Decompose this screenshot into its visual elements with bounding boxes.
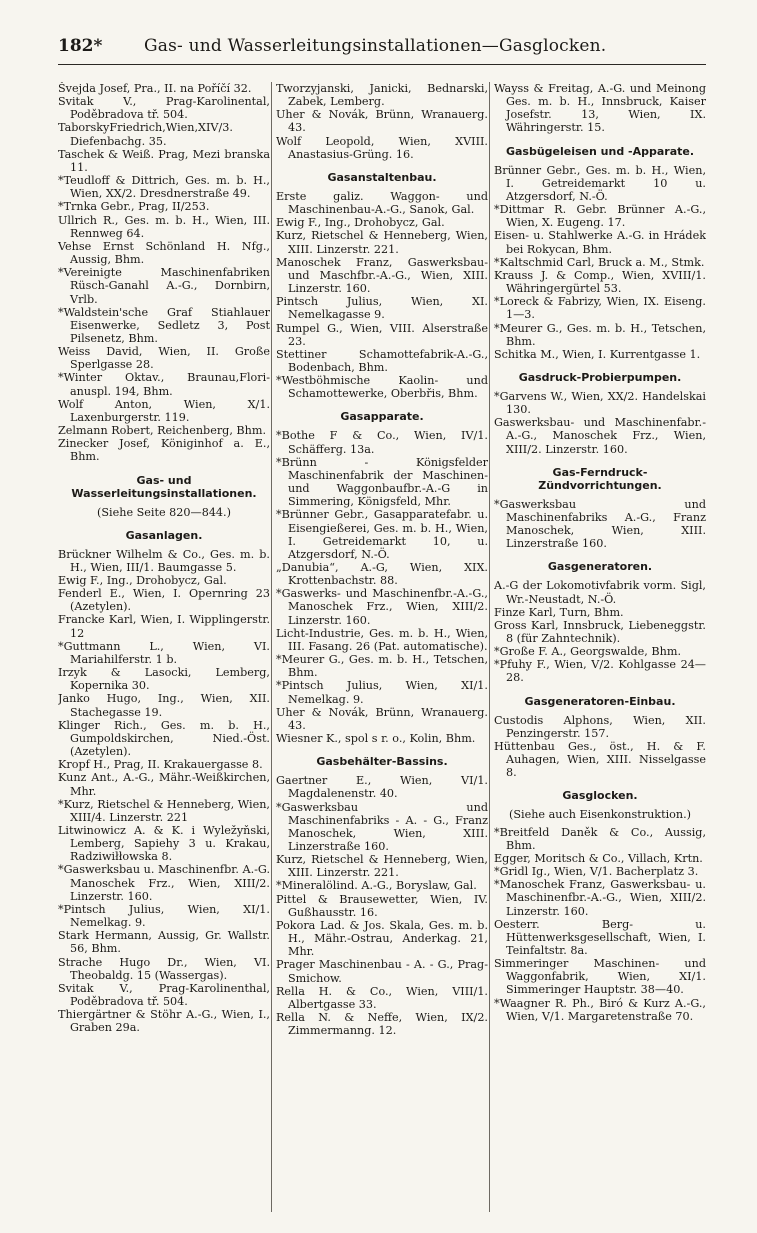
directory-entry: Wayss & Freitag, A.-G. und Meinong Ges. m. b. H., Innsbruck, Kaiser Josefstr. 13, Wien, IX. Währingerstr. 15.	[494, 82, 706, 135]
section-heading: Gasdruck-Probierpumpen.	[518, 370, 682, 384]
directory-entry: *Kurz, Rietschel & Henneberg, Wien, XIII/4. Linzerstr. 221	[58, 797, 270, 824]
directory-entry: Wiesner K., spol s r. o., Kolin, Bhm.	[276, 732, 476, 746]
directory-entry: Ullrich R., Ges. m. b. H., Wien, III. Rennweg 64.	[58, 213, 270, 240]
directory-entry: Brückner Wilhelm & Co., Ges. m. b. H., Wien, III/1. Baumgasse 5.	[58, 547, 270, 574]
directory-entry: Gaswerksbau- und Maschinenfabr.-A.-G., Manoschek Frz., Wien, XIII/2. Linzerstr. 160.	[494, 416, 706, 456]
directory-entry: Pintsch Julius, Wien, XI. Nemelkagasse 9.	[276, 295, 488, 322]
column-2	[276, 82, 488, 1212]
directory-entry: *Garvens W., Wien, XX/2. Handelskai 130.	[494, 389, 706, 417]
directory-entry: Janko Hugo, Ing., Wien, XII. Stachegasse 19.	[58, 692, 270, 719]
directory-entry: *Brünner Gebr., Gasapparatefabr. u. Eisengießerei, Ges. m. b. H., Wien, I. Getreidemarkt 10, u. Atzgersdorf, N.-Ö.	[276, 508, 488, 561]
directory-entry: Finze Karl, Turn, Bhm.	[494, 605, 624, 619]
section-heading: Gasanstaltenbau.	[327, 170, 437, 184]
directory-entry: Tworzyjanski, Janicki, Bednarski, Zabek, Lemberg.	[276, 82, 488, 109]
section-heading: Gasgeneratoren.	[547, 560, 653, 574]
directory-entry: Licht-Industrie, Ges. m. b. H., Wien, III. Fasang. 26 (Pat. automatische).	[276, 626, 488, 653]
cross-reference-note: (Siehe auch Eisenkonstruktion.)	[508, 808, 692, 822]
directory-entry: Egger, Moritsch & Co., Villach, Krtn.	[494, 851, 703, 865]
directory-entry: Stettiner Schamottefabrik-A.-G., Bodenbach, Bhm.	[276, 347, 488, 374]
directory-entry: Ewig F., Ing., Drohobycz, Gal.	[276, 216, 445, 230]
directory-entry: Svitak V., Prag-Karolinental, Poděbradova tř. 504.	[58, 95, 270, 122]
section-heading: Gas- und Wasserleitungsinstallationen.	[71, 473, 257, 500]
directory-entry: Kurz, Rietschel & Henneberg, Wien, XIII. Linzerstr. 221.	[276, 853, 488, 880]
directory-entry: *Winter Oktav., Braunau,Flori-anuspl. 194, Bhm.	[58, 371, 270, 398]
directory-entry: Prager Maschinenbau - A. - G., Prag-Smichow.	[276, 958, 488, 985]
directory-entry: Švejda Josef, Pra., II. na Poříčí 32.	[58, 82, 252, 95]
directory-entry: *Vereinigte Maschinenfabriken Rüsch-Ganahl A.-G., Dornbirn, Vrlb.	[58, 266, 270, 306]
directory-entry: Weiss David, Wien, II. Große Sperlgasse 28.	[58, 345, 270, 372]
directory-entry: Rumpel G., Wien, VIII. Alserstraße 23.	[276, 321, 488, 348]
section-heading: Gasanlagen.	[125, 528, 203, 542]
directory-entry: Strache Hugo Dr., Wien, VI. Theobaldg. 15 (Wassergas).	[58, 955, 270, 982]
directory-entry: Ewig F., Ing., Drohobycz, Gal.	[58, 574, 227, 587]
directory-entry: „Danubia“, A.-G, Wien, XIX. Krottenbachstr. 88.	[276, 561, 488, 588]
directory-entry: Taschek & Weiß. Prag, Mezi branska 11.	[58, 147, 270, 174]
section-heading: Gasbügeleisen und -Apparate.	[505, 144, 695, 158]
directory-entry: *Breitfeld Daněk & Co., Aussig, Bhm.	[494, 825, 706, 852]
page-header	[58, 34, 706, 65]
directory-entry: *Große F. A., Georgswalde, Bhm.	[494, 645, 681, 659]
directory-entry: Wolf Leopold, Wien, XVIII. Anastasius-Grüng. 16.	[276, 134, 488, 161]
directory-entry: Gaertner E., Wien, VI/1. Magdalenenstr. 40.	[276, 774, 488, 801]
directory-entry: Erste galiz. Waggon- und Maschinenbau-A.-G., Sanok, Gal.	[276, 189, 488, 217]
directory-entry: Fenderl E., Wien, I. Opernring 23 (Azetylen).	[58, 587, 270, 614]
directory-entry: A.-G der Lokomotivfabrik vorm. Sigl, Wr.-Neustadt, N.-Ö.	[494, 579, 706, 606]
directory-entry: Pokora Lad. & Jos. Skala, Ges. m. b. H., Mähr.-Ostrau, Anderkag. 21, Mhr.	[276, 918, 488, 959]
directory-entry: *Gridl Ig., Wien, V/1. Bacherplatz 3.	[494, 865, 699, 879]
directory-entry: Wolf Anton, Wien, X/1. Laxenburgerstr. 119.	[58, 397, 270, 424]
directory-entry: Irzyk & Lasocki, Lemberg, Kopernika 30.	[58, 666, 270, 693]
directory-entry: Rella N. & Neffe, Wien, IX/2. Zimmermanng. 12.	[276, 1011, 488, 1038]
directory-entry: Rella H. & Co., Wien, VIII/1. Albertgasse 33.	[276, 984, 488, 1011]
directory-entry: Manoschek Franz, Gaswerksbau- und Maschfbr.-A.-G., Wien, XIII. Linzerstr. 160.	[276, 255, 488, 296]
directory-entry: Uher & Novák, Brünn, Wranauerg. 43.	[276, 705, 488, 732]
directory-entry: *Gaswerks- und Maschinenfbr.-A.-G., Manoschek Frz., Wien, XIII/2. Linzerstr. 160.	[276, 587, 488, 627]
directory-entry: *Loreck & Fabrizy, Wien, IX. Eiseng. 1—3.	[494, 295, 706, 322]
directory-entry: Stark Hermann, Aussig, Gr. Wallstr. 56, Bhm.	[58, 929, 270, 956]
cross-reference-note: (Siehe Seite 820—844.)	[97, 505, 231, 519]
directory-entry: Zelmann Robert, Reichenberg, Bhm.	[58, 424, 267, 438]
section-heading: Gasgeneratoren-Einbau.	[524, 694, 676, 708]
directory-entry: *Brünn - Königsfelder Maschinenfabrik der Maschinen- und Waggonbaufbr.-A.-G in Simmering, Königsfeld, Mhr.	[276, 455, 488, 509]
directory-entry: *Dittmar R. Gebr. Brünner A.-G., Wien, X. Eugeng. 17.	[494, 203, 706, 230]
directory-entry: Zinecker Josef, Königinhof a. E., Bhm.	[58, 437, 270, 464]
directory-entry: Krauss J. & Comp., Wien, XVIII/1. Währingergürtel 53.	[494, 268, 706, 296]
directory-entry: *Bothe F & Co., Wien, IV/1. Schäfferg. 13a.	[276, 429, 488, 456]
directory-entry: Pittel & Brausewetter, Wien, IV. Gußhausstr. 16.	[276, 892, 488, 919]
section-heading: Gas-Ferndruck-Zündvorrichtungen.	[538, 465, 662, 492]
directory-entry: Kurz, Rietschel & Henneberg, Wien, XIII. Linzerstr. 221.	[276, 229, 488, 256]
directory-entry: *Pintsch Julius, Wien, XI/1. Nemelkag. 9.	[58, 902, 270, 930]
running-head: Gas- und Wasserleitungsinstallationen—Gasglocken.	[144, 36, 607, 56]
directory-entry: Brünner Gebr., Ges. m. b. H., Wien, I. Getreidemarkt 10 u. Atzgersdorf, N.-Ö.	[494, 163, 706, 203]
directory-entry: Francke Karl, Wien, I. Wipplingerstr. 12	[58, 613, 270, 640]
directory-entry: Custodis Alphons, Wien, XII. Penzingerstr. 157.	[494, 713, 706, 740]
column-divider	[489, 82, 490, 1212]
column-3	[494, 82, 706, 1212]
directory-entry: *Manoschek Franz, Gaswerksbau- u. Maschinenfbr.-A.-G., Wien, XIII/2. Linzerstr. 160.	[494, 878, 706, 918]
section-heading: Gasapparate.	[340, 410, 424, 424]
directory-entry: *Meurer G., Ges. m. b. H., Tetschen, Bhm.	[494, 321, 706, 348]
directory-entry: *Mineralölind. A.-G., Boryslaw, Gal.	[276, 879, 477, 893]
directory-entry: Svitak V., Prag-Karolinenthal, Poděbradova tř. 504.	[58, 981, 270, 1008]
directory-entry: Klinger Rich., Ges. m. b. H., Gumpoldskirchen, Nied.-Öst. (Azetylen).	[58, 718, 270, 759]
directory-entry: Vehse Ernst Schönland H. Nfg., Aussig, Bhm.	[58, 239, 270, 267]
directory-entry: *Waldstein'sche Graf Stiahlauer Eisenwerke, Sedletz 3, Post Pilsenetz, Bhm.	[58, 305, 270, 345]
directory-entry: *Westböhmische Kaolin- und Schamottewerke, Oberbřis, Bhm.	[276, 374, 488, 401]
directory-entry: Uher & Novák, Brünn, Wranauerg. 43.	[276, 108, 488, 135]
directory-entry: Oesterr. Berg- u. Hüttenwerksgesellschaft, Wien, I. Teinfaltstr. 8a.	[494, 917, 706, 957]
directory-entry: Gross Karl, Innsbruck, Liebeneggstr. 8 (für Zahntechnik).	[494, 618, 706, 645]
directory-entry: *Teudloff & Dittrich, Ges. m. b. H., Wien, XX/2. Dresdnerstraße 49.	[58, 174, 270, 201]
directory-entry: *Gaswerksbau u. Maschinenfbr. A.-G. Manoschek Frz., Wien, XIII/2. Linzerstr. 160.	[58, 863, 270, 903]
directory-entry: Hüttenbau Ges., öst., H. & F. Auhagen, Wien, XIII. Nisselgasse 8.	[494, 739, 706, 780]
directory-entry: *Meurer G., Ges. m. b. H., Tetschen, Bhm.	[276, 653, 488, 680]
section-heading: Gasglocken.	[562, 789, 638, 803]
page-number: 182*	[58, 36, 103, 56]
column-divider	[271, 82, 272, 1212]
column-1	[58, 82, 270, 1212]
directory-entry: Kropf H., Prag, II. Krakauergasse 8.	[58, 758, 263, 772]
directory-entry: *Kaltschmid Carl, Bruck a. M., Stmk.	[494, 255, 705, 269]
directory-entry: Simmeringer Maschinen- und Waggonfabrik, Wien, XI/1. Simmeringer Hauptstr. 38—40.	[494, 957, 706, 997]
directory-entry: Eisen- u. Stahlwerke A.-G. in Hrádek bei Rokycan, Bhm.	[494, 229, 706, 256]
directory-entry: Litwinowicz A. & K. i Wyležyňski, Lemberg, Sapiehy 3 u. Krakau, Radziwiłłowska 8.	[58, 823, 270, 864]
directory-entry: *Trnka Gebr., Prag, II/253.	[58, 200, 210, 214]
directory-entry: *Gaswerksbau und Maschinenfabriks A.-G., Franz Manoschek, Wien, XIII. Linzerstraße 160.	[494, 497, 706, 551]
section-heading: Gasbehälter-Bassins.	[316, 755, 448, 769]
directory-entry: Kunz Ant., A.-G., Mähr.-Weißkirchen, Mhr.	[58, 771, 270, 798]
directory-entry: *Gaswerksbau und Maschinenfabriks - A. - G., Franz Manoschek, Wien, XIII. Linzerstraße 160.	[276, 800, 488, 853]
directory-entry: TaborskyFriedrich,Wien,XIV/3. Diefenbachg. 35.	[58, 121, 233, 148]
directory-entry: *Guttmann L., Wien, VI. Mariahilferstr. 1 b.	[58, 639, 270, 666]
directory-entry: Schitka M., Wien, I. Kurrentgasse 1.	[494, 347, 701, 361]
directory-entry: *Pintsch Julius, Wien, XI/1. Nemelkag. 9.	[276, 679, 488, 706]
directory-entry: Thiergärtner & Stöhr A.-G., Wien, I., Graben 29a.	[58, 1008, 270, 1035]
directory-entry: *Waagner R. Ph., Biró & Kurz A.-G., Wien, V/1. Margaretenstraße 70.	[494, 996, 706, 1023]
directory-entry: *Pfuhy F., Wien, V/2. Kohlgasse 24—28.	[494, 658, 706, 685]
